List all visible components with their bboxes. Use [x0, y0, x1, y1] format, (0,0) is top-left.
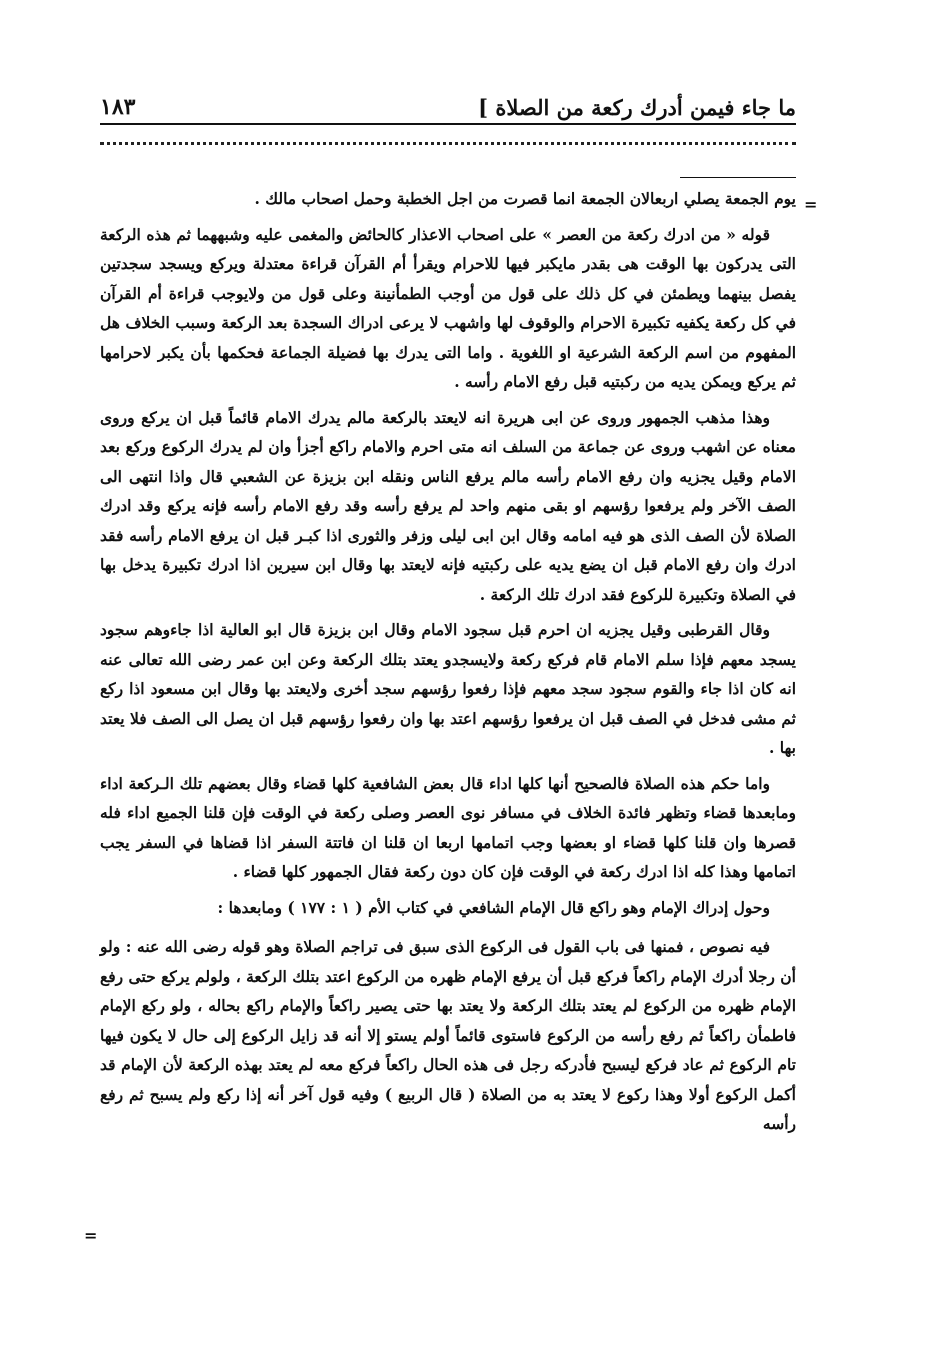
commentary-text	[100, 184, 796, 1145]
continuation-marker-bottom: =	[84, 1226, 98, 1245]
page-number: ١٨٣	[100, 94, 136, 120]
continuation-marker-top: =	[804, 195, 818, 214]
paragraph: واما حكم هذه الصلاة فالصحيح أنها كلها اداء قال بعض الشافعية كلها قضاء وقال بعضهم تلك الـركعة اداء ومابعدها قضاء وتظهر فائدة الخلاف في مسافر نوى العصر وصلى ركعة في الوقت فإن قلنا الجميع اداء فله قصرها وان قلنا كلها قضاء او بعضها وجب اتمامها اربعا ان قلنا ان فاتتة السفر اذا قضاها في السفر يجب اتمامها وهذا كله اذا ادرك ركعة في الوقت فإن كان دون ركعة فقال الجمهور كلها قضاء .	[100, 773, 796, 881]
paragraph: وحول إدراك الإمام وهو راكع قال الإمام الشافعي في كتاب الأم ( ١ : ١٧٧ ) ومابعدها :	[217, 897, 770, 917]
paragraph-continuation: يوم الجمعة يصلي اربعالان الجمعة انما قصرت من اجل الخطبة وحمل اصحاب مالك .	[254, 189, 796, 208]
running-title: ما جاء فيمن أدرك ركعة من الصلاة ]	[478, 95, 796, 120]
dotted-separator	[100, 142, 796, 145]
quoted-paragraph: فيه نصوص ، فمنها فى باب القول فى الركوع الذى سبق فى تراجم الصلاة وهو قوله رضى الله عنه : ولو أن رجلا أدرك الإمام راكعاً فركع قبل أن يرفع الإمام ظهره من الركوع اعتد بتلك الركعة ، ولولم يركع حتى رفع الإمام ظهره من الركوع لم يعتد بتلك الركعة ولا يعتد بها حتى يصير راكعاً والإمام راكع بحاله ، ولو ركع الإمام فاطمأن راكعاً ثم رفع رأسه من الركوع فاستوى قائماً أولم يستو إلا أنه قد زايل الركوع إلى حال لا يكون فيها تام الركوع ثم عاد فركع ليسبح فأدركه رجل فى هذه الحال راكعاً فركع معه لم يعتد بهذه الركعة لأن الإمام قد أكمل الركوع أولا وهذا ركوع لا يعتد به من الصلاة ( قال الربيع ) وفيه قول آخر أنه إذا ركع ولم يسبح ثم رفع رأسه	[100, 937, 796, 1133]
page-header	[100, 80, 796, 120]
paragraph: قوله « من ادرك ركعة من العصر » على اصحاب الاعذار كالحائض والمغمى عليه وشبههما ثم هذه الركعة التى يدركون بها الوقت هى بقدر مايكبر فيها للاحرام ويقرأ أم القرآن قراءة معتدلة ويركع ويسجد سجدتين يفصل بينهما ويطمئن في كل ذلك على قول من أوجب الطمأنينة وعلى قول من ولايوجب قراءة أم القرآن في كل ركعة يكفيه تكبيرة الاحرام والوقوف لها واشهب لا يرعى ادراك السجدة بعد الركعة وسبب الخلاف هل المفهوم من اسم الركعة الشرعية او اللغوية . واما التى يدرك بها فضيلة الجماعة فحكمها بأن يكبر لاحرامها ثم يركع ويمكن يديه من ركبتيه قبل رفع الامام رأسه .	[100, 224, 796, 391]
footnote-rule	[680, 177, 796, 178]
header-rule	[100, 123, 796, 125]
paragraph: وهذا مذهب الجمهور وروى عن ابى هريرة انه لايعتد بالركعة مالم يدرك الامام قائماً قبل ان يركع وروى معناه عن اشهب وروى عن جماعة من السلف انه متى احرم والامام راكع أجزأ وان لم يدرك الركوع وركع بعد الامام وقيل يجزيه وان رفع الامام رأسه مالم يرفع الناس ونقله ابن بزيزة عن الشعبي قال واذا انتهى الى الصف الآخر ولم يرفعوا رؤسهم او بقى منهم واحد لم يرفع رأسه وقد رفع الامام رأسه فإنه يركع وقد ادرك الصلاة لأن الصف الذى هو فيه امامه وقال ابن ابى ليلى وزفر والثورى اذا كبـر قبل ان يرفع الامام رأسه فقد ادرك وان رفع الامام قبل ان يضع يديه على ركبتيه فإنه لايعتد بها وقال ابن سيرين اذا ادرك تكبيرة يدخل بها في الصلاة وتكبيرة للركوع فقد ادرك تلك الركعة .	[100, 407, 796, 604]
paragraph: وقال القرطبى وقيل يجزيه ان احرم قبل سجود الامام وقال ابن بزيزة قال ابو العالية اذا جاءوهم سجود يسجد معهم فإذا سلم الامام قام فركع ركعة ولايسجدو يعتد بتلك الركعة وعن ابن عمر رضى الله تعالى عنه انه كان اذا جاء والقوم سجود سجد معهم فإذا رفعوا رؤسهم سجد أخرى ولايعتد بها وقال ابن مسعود اذا ركع ثم مشى فدخل في الصف قبل ان يرفعوا رؤسهم اعتد بها وان رفعوا رؤسهم قبل ان يصل الى الصف فلا يعتد بها .	[100, 620, 796, 757]
